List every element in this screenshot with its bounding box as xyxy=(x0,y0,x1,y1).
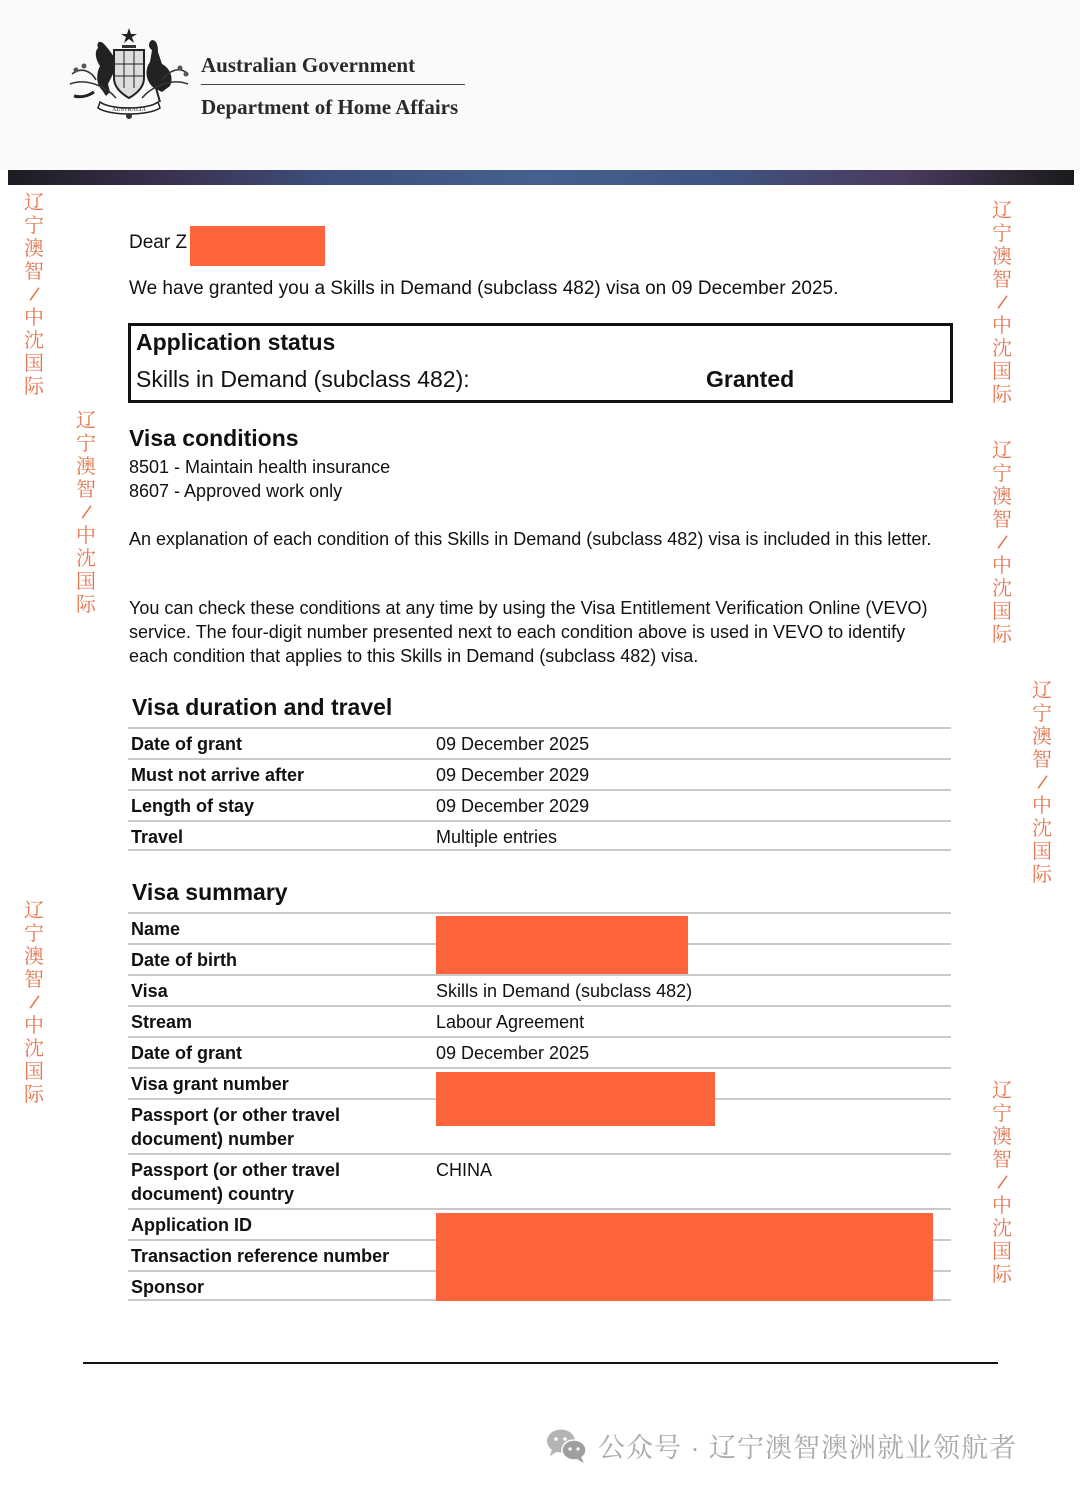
row-value: 09 December 2025 xyxy=(436,1043,590,1063)
row-label: Sponsor xyxy=(131,1277,205,1297)
row-label: Visa grant number xyxy=(131,1074,289,1094)
row-label: Passport (or other travel document) number xyxy=(131,1105,341,1149)
table-row xyxy=(128,974,951,1005)
watermark: 辽 宁 澳 智 / 中 沈 国 际 xyxy=(992,440,1012,646)
header-gradient-bar xyxy=(8,170,1074,185)
condition-item: 8501 - Maintain health insurance xyxy=(129,457,391,477)
application-status-box xyxy=(128,323,953,403)
row-label: Stream xyxy=(131,1012,193,1032)
watermark: 辽 宁 澳 智 / 中 沈 国 际 xyxy=(76,410,96,616)
table-row xyxy=(128,1036,951,1067)
row-label: Length of stay xyxy=(131,796,255,816)
table-row xyxy=(128,789,951,820)
table-row xyxy=(128,1153,951,1208)
footer-divider xyxy=(83,1362,998,1364)
table-row xyxy=(128,758,951,789)
row-label: Transaction reference number xyxy=(131,1246,390,1266)
grant-intro: We have granted you a Skills in Demand (subclass 482) visa on 09 December 2025. xyxy=(129,278,839,299)
footer-text: 公众号 · 辽宁澳智澳洲就业领航者 xyxy=(598,1433,1017,1463)
row-label: Date of grant xyxy=(131,1043,243,1063)
row-label: Must not arrive after xyxy=(131,765,305,785)
application-status-value: Granted xyxy=(706,366,795,392)
department-name: Department of Home Affairs xyxy=(201,95,459,119)
row-value: 09 December 2029 xyxy=(436,765,590,785)
row-label: Application ID xyxy=(131,1215,252,1235)
condition-item: 8607 - Approved work only xyxy=(129,481,343,501)
row-value: CHINA xyxy=(436,1160,493,1180)
application-status-title: Application status xyxy=(136,329,336,355)
duration-travel-heading: Visa duration and travel xyxy=(132,694,393,720)
table-row xyxy=(128,727,951,758)
footer-brand xyxy=(546,1426,1017,1465)
row-label: Date of birth xyxy=(131,950,237,970)
redaction-block xyxy=(190,226,325,266)
row-label: Visa xyxy=(131,981,168,1001)
crest-label: AUSTRALIA xyxy=(112,107,146,113)
header-divider xyxy=(201,84,465,85)
coat-of-arms-icon xyxy=(66,26,192,120)
salutation: Dear Z xyxy=(129,232,188,253)
vevo-note: You can check these conditions at any time by using the Visa Entitlement Verification Online (VEVO) service. The four-digit number presented next to each condition above is used in VEVO to identify each condition that applies to this Skills in Demand (subclass 482) visa. xyxy=(129,598,928,666)
redaction-block xyxy=(436,1213,933,1301)
watermark: 辽 宁 澳 智 / 中 沈 国 际 xyxy=(992,200,1012,406)
table-row xyxy=(128,1005,951,1036)
row-value: Multiple entries xyxy=(436,827,558,847)
watermark: 辽 宁 澳 智 / 中 沈 国 际 xyxy=(992,1080,1012,1286)
conditions-explanation: An explanation of each condition of this Skills in Demand (subclass 482) visa is included in this letter. xyxy=(129,529,932,549)
row-value: 09 December 2029 xyxy=(436,796,590,816)
wechat-icon xyxy=(546,1428,588,1464)
table-row xyxy=(128,820,951,851)
duration-travel-table xyxy=(128,727,951,851)
row-label: Date of grant xyxy=(131,734,243,754)
row-label: Name xyxy=(131,919,181,939)
row-label: Travel xyxy=(131,827,184,847)
visa-conditions-heading: Visa conditions xyxy=(129,425,299,451)
watermark: 辽 宁 澳 智 / 中 沈 国 际 xyxy=(24,192,44,398)
visa-summary-heading: Visa summary xyxy=(132,879,288,905)
row-value: Skills in Demand (subclass 482) xyxy=(436,981,693,1001)
application-status-visa: Skills in Demand (subclass 482): xyxy=(136,366,470,392)
government-name: Australian Government xyxy=(201,53,416,77)
watermark: 辽 宁 澳 智 / 中 沈 国 际 xyxy=(1032,680,1052,886)
watermark: 辽 宁 澳 智 / 中 沈 国 际 xyxy=(24,900,44,1106)
redaction-block xyxy=(436,1072,715,1126)
row-value: Labour Agreement xyxy=(436,1012,585,1032)
row-value: 09 December 2025 xyxy=(436,734,590,754)
row-label: Passport (or other travel document) country xyxy=(131,1160,341,1204)
redaction-block xyxy=(436,916,688,974)
